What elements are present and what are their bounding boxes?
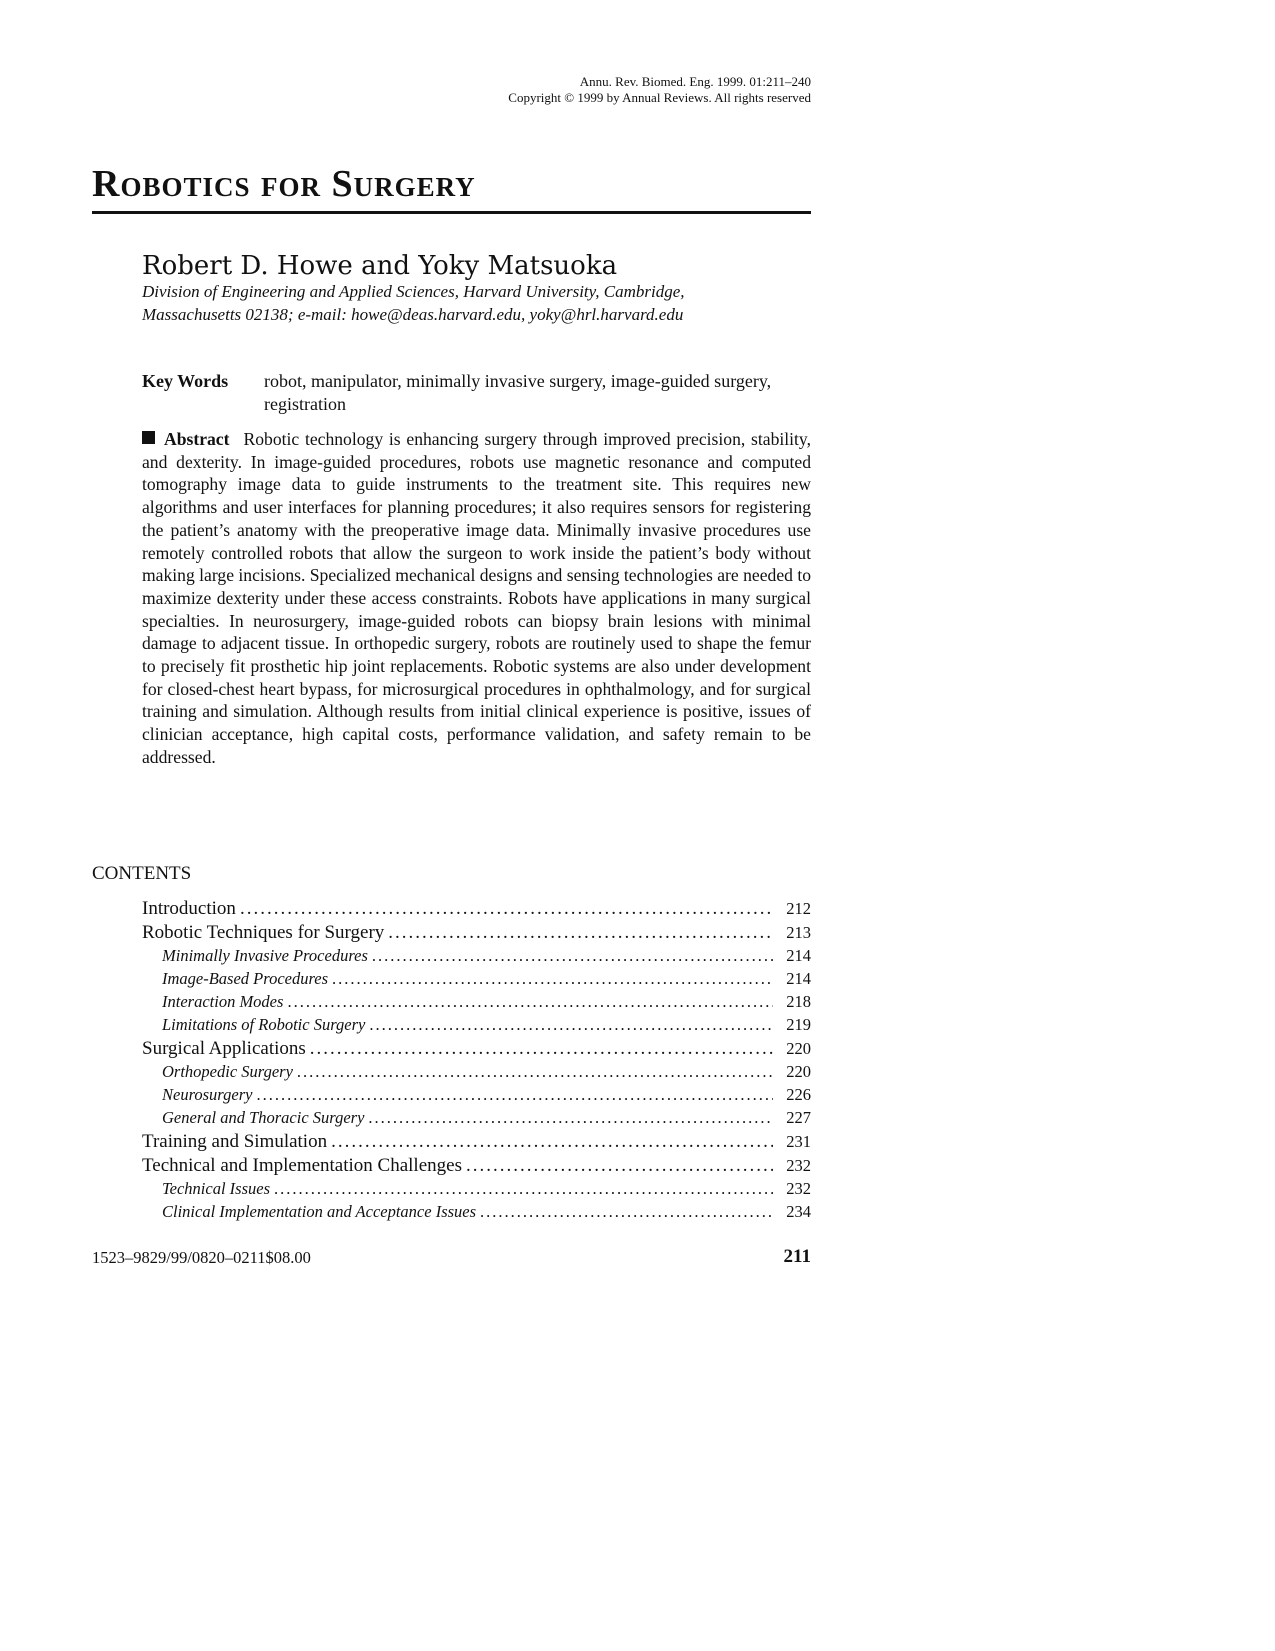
toc-leader-dots [256, 1085, 773, 1105]
contents-heading: CONTENTS [92, 863, 192, 884]
abstract-label: Abstract [164, 429, 230, 449]
toc-entry-page: 231 [786, 1132, 811, 1151]
toc-entry-title: Image-Based Procedures [162, 969, 329, 988]
toc-entry-title: Minimally Invasive Procedures [162, 946, 368, 965]
page-number: 211 [783, 1246, 811, 1267]
toc-entry-page: 213 [786, 923, 811, 942]
abstract [142, 428, 811, 769]
toc-entry [142, 1202, 811, 1225]
toc-entry [142, 1085, 811, 1108]
toc-leader-dots [368, 1108, 773, 1128]
toc-entry [142, 898, 811, 922]
toc-entry-page: 234 [786, 1202, 811, 1221]
toc-entry-page: 220 [786, 1039, 811, 1058]
toc-entry [142, 992, 811, 1015]
toc-leader-dots [297, 1062, 773, 1082]
abstract-text: Robotic technology is enhancing surgery through improved precision, stability, and dexterity. In image-guided procedures, robots use magnetic resonance and computed tomography image data to guide instruments to the treatment site. This requires new algorithms and user interfaces for planning procedures; it also requires sensors for registering the patient’s anatomy with the preoperative image data. Minimally invasive procedures use remotely controlled robots that allow the surgeon to work inside the patient’s body without making large incisions. Specialized mechanical designs and sensing technologies are needed to maximize dexterity under these access constraints. Robots have applications in many surgical specialties. In neurosurgery, image-guided robots can biopsy brain lesions with minimal damage to adjacent tissue. In orthopedic surgery, robots are routinely used to shape the femur to precisely fit prosthetic hip joint replacements. Robotic systems are also under development for closed-chest heart bypass, for microsurgical procedures in ophthalmology, and for surgical training and simulation. Although results from initial clinical experience is positive, issues of clinician acceptance, high capital costs, performance validation, and safety remain to be addressed. [142, 429, 812, 767]
toc-entry [142, 1015, 811, 1038]
toc-entry-page: 220 [786, 1062, 811, 1081]
toc-leader-dots [331, 1131, 773, 1153]
toc-entry-page: 227 [786, 1108, 811, 1127]
toc-entry-title: Technical and Implementation Challenges [142, 1155, 462, 1176]
keywords-label: Key Words [142, 371, 229, 391]
affiliation [142, 280, 822, 326]
toc-entry-title: Clinical Implementation and Acceptance Issues [162, 1202, 477, 1221]
affiliation-line-1: Division of Engineering and Applied Sciences, Harvard University, Cambridge, [142, 282, 685, 301]
toc-leader-dots [287, 992, 773, 1012]
toc-entry-page: 214 [786, 969, 811, 988]
title-rule [92, 211, 811, 214]
toc-entry [142, 1131, 811, 1155]
toc-entry-title: Introduction [142, 898, 236, 919]
toc-leader-dots [369, 1015, 773, 1035]
footer-code: 1523–9829/99/0820–0211$08.00 [92, 1248, 311, 1267]
copyright: Copyright © 1999 by Annual Reviews. All rights reserved [508, 90, 811, 105]
toc-entry-page: 226 [786, 1085, 811, 1104]
toc-entry-page: 219 [786, 1015, 811, 1034]
toc-leader-dots [240, 898, 773, 920]
toc-entry [142, 922, 811, 946]
toc-entry-title: Limitations of Robotic Surgery [162, 1015, 366, 1034]
toc-entry-title: Interaction Modes [162, 992, 284, 1011]
toc-leader-dots [274, 1179, 773, 1199]
table-of-contents [142, 898, 811, 1225]
toc-entry [142, 946, 811, 969]
toc-entry [142, 969, 811, 992]
toc-entry-title: Technical Issues [162, 1179, 271, 1198]
toc-entry-page: 232 [786, 1156, 811, 1175]
toc-entry-title: Orthopedic Surgery [162, 1062, 293, 1081]
toc-leader-dots [372, 946, 773, 966]
toc-leader-dots [310, 1038, 773, 1060]
toc-entry [142, 1038, 811, 1062]
journal-header [508, 74, 811, 106]
toc-entry-title: Neurosurgery [162, 1085, 253, 1104]
toc-entry-page: 212 [786, 899, 811, 918]
affiliation-line-2: Massachusetts 02138; e-mail: howe@deas.harvard.edu, yoky@hrl.harvard.edu [142, 305, 684, 324]
authors: Robert D. Howe and Yoky Matsuoka [142, 251, 618, 281]
toc-entry-title: Robotic Techniques for Surgery [142, 922, 385, 943]
toc-leader-dots [480, 1202, 773, 1222]
toc-leader-dots [466, 1155, 773, 1177]
keywords-text: robot, manipulator, minimally invasive surgery, image-guided surgery, registration [264, 371, 772, 414]
toc-entry [142, 1179, 811, 1202]
toc-entry [142, 1062, 811, 1085]
paper-title: Robotics for Surgery [92, 163, 476, 205]
keywords [142, 370, 811, 416]
toc-entry-title: General and Thoracic Surgery [162, 1108, 365, 1127]
toc-entry-page: 218 [786, 992, 811, 1011]
toc-entry-title: Surgical Applications [142, 1038, 306, 1059]
toc-entry-page: 232 [786, 1179, 811, 1198]
toc-leader-dots [388, 922, 773, 944]
toc-entry-title: Training and Simulation [142, 1131, 328, 1152]
toc-entry-page: 214 [786, 946, 811, 965]
toc-entry [142, 1108, 811, 1131]
citation: Annu. Rev. Biomed. Eng. 1999. 01:211–240 [579, 74, 811, 89]
black-square-icon [142, 431, 155, 444]
toc-entry [142, 1155, 811, 1179]
toc-leader-dots [332, 969, 773, 989]
